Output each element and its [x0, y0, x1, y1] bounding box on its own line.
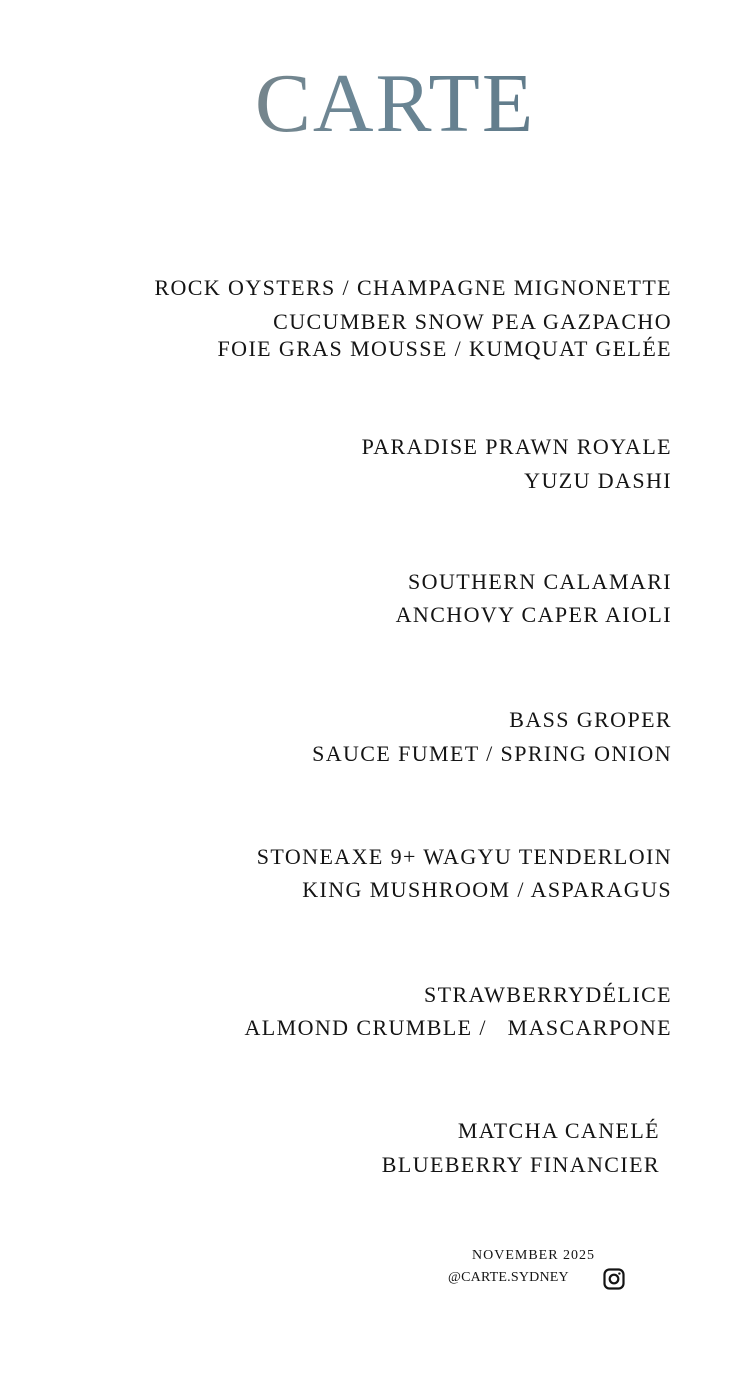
course-2 [362, 430, 672, 498]
course-6 [245, 978, 672, 1044]
instagram-handle[interactable]: @CARTE.SYDNEY [448, 1270, 569, 1285]
logo: CARTE [0, 62, 744, 146]
course-4-line-1: BASS GROPER [509, 707, 672, 732]
instagram-icon[interactable] [603, 1268, 625, 1290]
course-5 [257, 840, 672, 906]
course-5-line-1: STONEAXE 9+ WAGYU TENDERLOIN [256, 844, 672, 869]
course-5-line-2: KING MUSHROOM / ASPARAGUS [302, 877, 672, 902]
course-7-line-2: BLUEBERRY FINANCIER [381, 1152, 660, 1177]
course-3-line-1: SOUTHERN CALAMARI [408, 569, 672, 594]
course-4 [312, 703, 672, 771]
course-3-line-2: ANCHOVY CAPER AIOLI [395, 602, 672, 627]
course-6-line-2: ALMOND CRUMBLE / MASCARPONE [244, 1015, 672, 1040]
course-4-line-2: SAUCE FUMET / SPRING ONION [312, 741, 672, 766]
course-7-line-1: MATCHA CANELÉ [457, 1118, 660, 1143]
course-2-line-1: PARADISE PRAWN ROYALE [361, 434, 672, 459]
course-1-line-2: CUCUMBER SNOW PEA GAZPACHO [273, 309, 672, 334]
course-1 [154, 273, 672, 362]
course-1-line-3: FOIE GRAS MOUSSE / KUMQUAT GELÉE [217, 336, 672, 361]
course-6-line-1: STRAWBERRYDÉLICE [424, 982, 672, 1007]
course-2-line-2: YUZU DASHI [524, 468, 672, 493]
course-3 [396, 565, 672, 631]
course-7 [382, 1114, 660, 1182]
course-1-line-1: ROCK OYSTERS / CHAMPAGNE MIGNONETTE [154, 275, 672, 300]
menu-date: NOVEMBER 2025 [472, 1248, 596, 1263]
